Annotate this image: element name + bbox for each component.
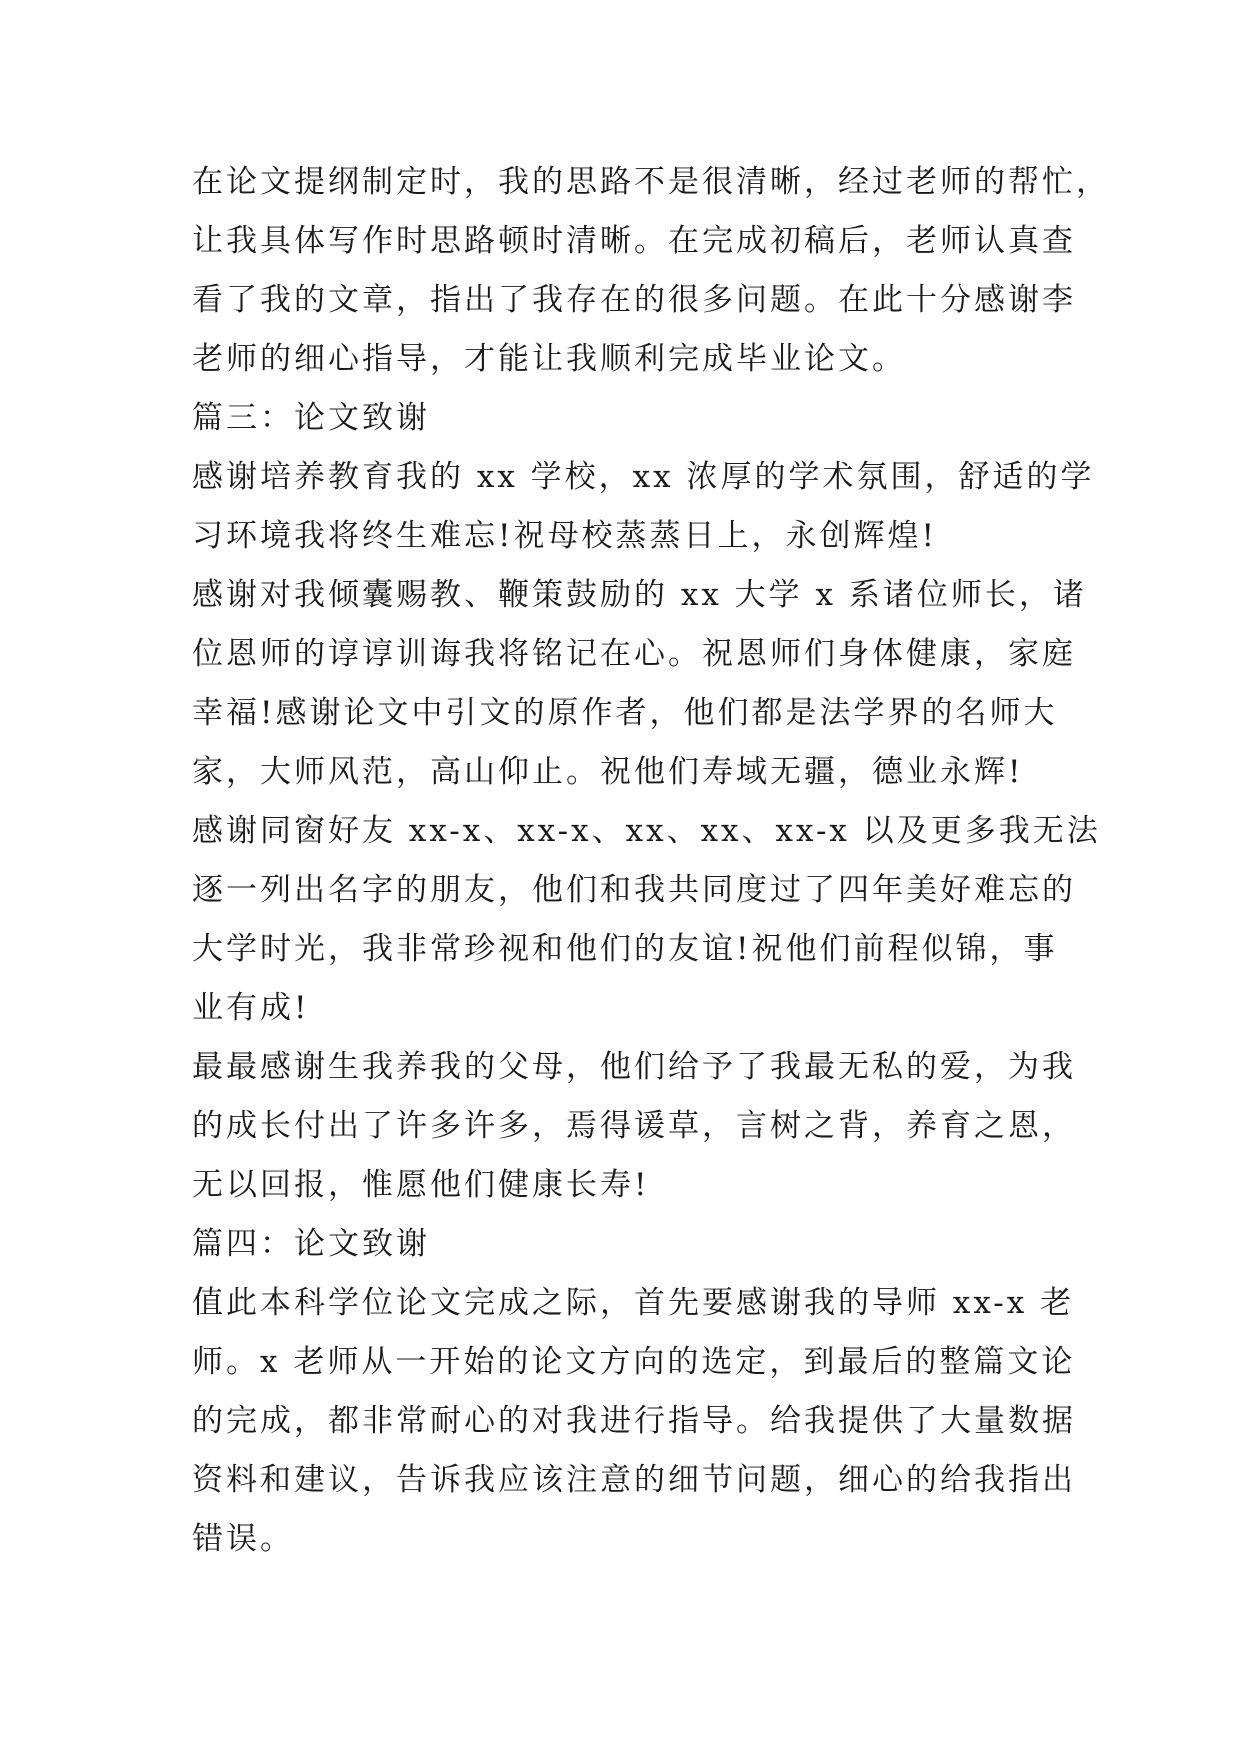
body-text xyxy=(192,153,1110,1569)
text-line: 资料和建议，告诉我应该注意的细节问题，细心的给我指出 xyxy=(192,1462,1076,1498)
section-heading: 篇三：论文致谢 xyxy=(192,400,430,436)
text-line: 的成长付出了许多许多，焉得谖草，言树之背，养育之恩， xyxy=(192,1108,1076,1144)
text-line: 幸福!感谢论文中引文的原作者，他们都是法学界的名师大 xyxy=(192,695,1058,731)
text-line: 无以回报，惟愿他们健康长寿! xyxy=(192,1167,650,1203)
text-line: 业有成! xyxy=(192,990,310,1026)
text-line: 大学时光，我非常珍视和他们的友谊!祝他们前程似锦，事 xyxy=(192,931,1058,967)
text-line: 在论文提纲制定时，我的思路不是很清晰，经过老师的帮忙， xyxy=(192,164,1110,200)
text-line: 看了我的文章，指出了我存在的很多问题。在此十分感谢李 xyxy=(192,282,1076,318)
text-line: 最最感谢生我养我的父母，他们给予了我最无私的爱，为我 xyxy=(192,1049,1076,1085)
text-line: 逐一列出名字的朋友，他们和我共同度过了四年美好难忘的 xyxy=(192,872,1076,908)
text-line: 习环境我将终生难忘!祝母校蒸蒸日上，永创辉煌! xyxy=(192,518,937,554)
text-line: 感谢培养教育我的 xx 学校，xx 浓厚的学术氛围，舒适的学 xyxy=(192,459,1095,495)
text-line: 让我具体写作时思路顿时清晰。在完成初稿后，老师认真查 xyxy=(192,223,1076,259)
text-line: 感谢同窗好友 xx-x、xx-x、xx、xx、xx-x 以及更多我无法 xyxy=(192,813,1101,849)
text-line: 的完成，都非常耐心的对我进行指导。给我提供了大量数据 xyxy=(192,1403,1076,1439)
text-line: 位恩师的谆谆训诲我将铭记在心。祝恩师们身体健康，家庭 xyxy=(192,636,1076,672)
text-line: 老师的细心指导，才能让我顺利完成毕业论文。 xyxy=(192,341,906,377)
text-line: 值此本科学位论文完成之际，首先要感谢我的导师 xx-x 老 xyxy=(192,1285,1075,1321)
text-line: 师。x 老师从一开始的论文方向的选定，到最后的整篇文论 xyxy=(192,1344,1076,1380)
section-heading: 篇四：论文致谢 xyxy=(192,1226,430,1262)
text-line: 错误。 xyxy=(192,1521,294,1557)
text-line: 感谢对我倾囊赐教、鞭策鼓励的 xx 大学 x 系诸位师长，诸 xyxy=(192,577,1087,613)
text-line: 家，大师风范，高山仰止。祝他们寿域无疆，德业永辉! xyxy=(192,754,1024,790)
